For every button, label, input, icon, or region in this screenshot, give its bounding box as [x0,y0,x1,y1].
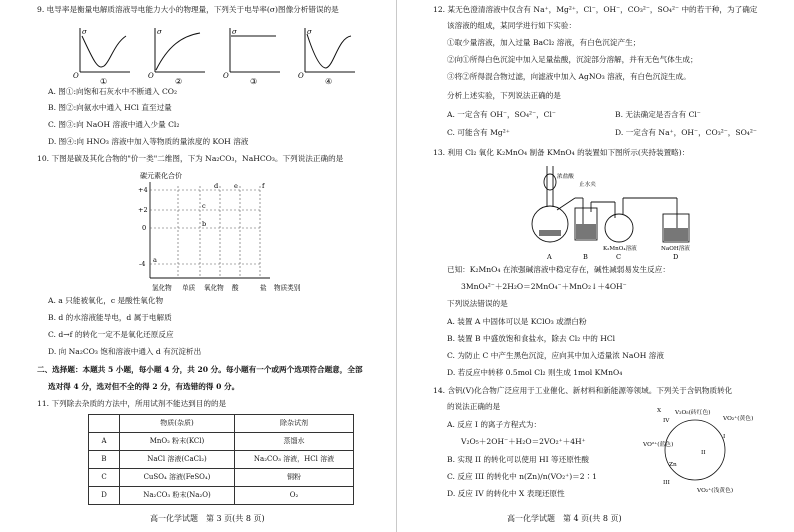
q13-option-b: B. 装置 B 中盛放饱和食盐水，除去 Cl₂ 中的 HCl [447,334,616,343]
q10-point-c: c [202,202,206,210]
q10-diagram [120,168,340,296]
q9-label-1: ① [100,77,108,86]
section-2-instructions-line2: 选对得 4 分，选对但不全的得 2 分，有选错的得 0 分。 [48,382,240,391]
q10-xtick-acid: 酸 [232,284,239,292]
section-2-instructions-line1: 二、选择题：本题共 5 小题，每小题 4 分，共 20 分。每小题有一个或两个选项符合题意，全部 [37,365,363,374]
q10-point-b: b [202,220,207,228]
q13-equation: 3MnO₄²⁻＋2H₂O＝2MnO₄⁻＋MnO₂↓＋4OH⁻ [461,282,627,291]
table-cell: 蒸馏水 [235,433,354,451]
table-row [89,487,354,505]
q9-label-4: ④ [325,77,333,86]
table-cell: Na₂CO₃ 溶液，HCl 溶液 [235,451,354,469]
q9-stem: 9. 电导率是衡量电解质溶液导电能力大小的物理量，下列关于电导率(σ)图像分析错误的是 [37,5,339,14]
q9-option-a: A. 图①:向饱和石灰水中不断通入 CO₂ [48,87,178,96]
q13-prompt: 下列说法错误的是 [447,299,508,308]
q14-species-right: VO₂⁺(黄色) [723,416,754,422]
q9-option-b: B. 图②:向氨水中通入 HCl 直至过量 [48,103,172,112]
q13-label-d: D [673,253,679,260]
q10-ytick-4: +4 [138,186,148,194]
table-cell: O₂ [235,487,354,505]
table-header-row [89,415,354,433]
q13-label-c-solution: K₂MnO₄溶液 [603,246,637,252]
q10-point-f: f [262,182,265,190]
q9-option-c: C. 图③:向 NaOH 溶液中通入少量 Cl₂ [48,120,180,129]
q9-sigma-3: σ [232,28,237,36]
q14-option-a-equation: V₂O₅＋2OH⁻＋H₂O＝2VO₂⁺＋4H⁺ [461,437,586,446]
q10-option-d: D. 向 Na₂CO₃ 饱和溶液中通入 d 有沉淀析出 [48,347,202,356]
q9-origin-4: O [298,72,304,80]
q10-point-e: e [234,182,238,190]
table-header-cell [89,415,120,433]
q9-option-d: D. 图④:向 HNO₃ 溶液中加入等物质的量浓度的 KOH 溶液 [48,137,249,146]
q14-cycle-diagram [635,404,785,496]
q9-origin-1: O [73,72,79,80]
q10-option-c: C. d→f 的转化一定不是氧化还原反应 [48,330,174,339]
table-cell: Na₂CO₃ 粉末(Na₂O) [120,487,235,505]
q14-reagent-zn: Zn [669,462,677,468]
q14-species-left: VO²⁺(蓝色) [643,442,674,448]
q14-option-b: B. 实现 II 的转化可以使用 HI 等还原性酸 [447,455,589,464]
table-cell: NaCl 溶液(CaCl₂) [120,451,235,469]
q10-ytick-0: 0 [142,224,147,232]
table-cell: CuSO₄ 溶液(FeSO₄) [120,469,235,487]
q10-xtick-salt: 盐 [260,284,267,292]
table-cell: A [89,433,120,451]
q12-stem-line1: 12. 某无色澄清溶液中仅含有 Na⁺，Mg²⁺，Cl⁻，OH⁻，CO₃²⁻，SO₄²⁻ 中的若干种，为了确定 [433,5,758,14]
q12-option-b: B. 无法确定是否含有 Cl⁻ [615,110,701,119]
q12-step-2: ②向①所得白色沉淀中加入足量盐酸，沉淀部分溶解，并有无色气体生成； [447,55,698,64]
page-footer-left: 高一化学试题 第 3 页(共 8 页) [150,514,265,523]
table-header-cell: 除杂试剂 [235,415,354,433]
table-cell: MnO₂ 粉末(KCl) [120,433,235,451]
q13-label-a: A [547,253,552,260]
q13-apparatus [517,162,727,260]
q10-xtick-oxide: 氧化物 [204,284,224,292]
q14-option-a: A. 反应 I 的离子方程式为： [447,420,542,429]
q10-ytick-neg4: -4 [139,260,146,268]
right-page [397,0,794,532]
table-cell: C [89,469,120,487]
q11-stem: 11. 下列除去杂质的方法中，所用试剂不能达到目的的是 [37,399,227,408]
q14-species-bottom: VO₂⁺(浅黄色) [697,488,734,494]
q12-stem-line2: 该溶液的组成，某同学进行如下实验： [447,21,577,30]
q10-point-a: a [153,256,157,264]
q13-label-acid: 浓盐酸 [557,174,574,180]
q13-label-c: C [616,253,622,260]
q9-sigma-1: σ [82,28,87,36]
q13-stem: 13. 利用 Cl₂ 氧化 K₂MnO₄ 制备 KMnO₄ 的装置如下图所示(夹持装置略)： [433,148,690,157]
q14-reaction-2: II [701,450,706,456]
q14-reaction-1: I [723,434,726,440]
q11-table [88,414,354,505]
q9-origin-3: O [223,72,229,80]
q14-stem-line1: 14. 含钒(V)化合物广泛应用于工业催化、新材料和新能源等领域。下列关于含钒物质转化 [433,386,733,395]
table-cell: B [89,451,120,469]
q13-option-a: A. 装置 A 中固体可以是 KClO₃ 或漂白粉 [447,317,587,326]
q14-stem-line2: 的说法正确的是 [447,402,501,411]
q12-option-a: A. 一定含有 OH⁻，SO₄²⁻，Cl⁻ [447,110,556,119]
table-cell: D [89,487,120,505]
q12-prompt: 分析上述实验，下列说法正确的是 [447,91,561,100]
q12-option-c: C. 可能含有 Mg²⁺ [447,128,510,137]
table-cell: 铜粉 [235,469,354,487]
q12-option-d: D. 一定含有 Na⁺，OH⁻，CO₃²⁻，SO₄²⁻ [615,128,757,137]
q13-label-clamp: 止水夹 [579,182,596,188]
q9-origin-2: O [148,72,154,80]
q9-sigma-4: σ [307,28,312,36]
q13-label-d-solution: NaOH溶液 [661,246,690,252]
q10-option-a: A. a 只能被氧化，c 是酸性氧化物 [48,296,164,305]
q10-point-d: d [214,182,219,190]
q10-stem: 10. 下图是碳及其化合物的"价一类"二维图，下为 Na₂CO₃，NaHCO₃。下列说法正确的是 [37,154,344,163]
q13-known: 已知：K₂MnO₄ 在浓强碱溶液中稳定存在，碱性减弱易发生反应： [447,265,670,274]
q10-xtick-element: 单质 [182,284,196,292]
q14-reaction-4: IV [663,418,670,424]
q14-reagent-x: X [657,408,662,414]
q9-sigma-2: σ [157,28,162,36]
q9-label-2: ② [175,77,183,86]
page-footer-right: 高一化学试题 第 4 页(共 8 页) [507,514,622,523]
q14-option-c: C. 反应 III 的转化中 n(Zn)/n(VO₂⁺)＝2∶1 [447,472,598,481]
q10-ylabel: 碳元素化合价 [140,172,182,180]
table-row [89,451,354,469]
q14-species-top: V₂O₅(砖红色) [675,410,711,416]
table-row [89,433,354,451]
q9-graphs [72,22,372,86]
q14-reaction-3: III [663,480,670,486]
q10-option-b: B. d 的水溶液能导电，d 属于电解质 [48,313,172,322]
q12-step-1: ①取少量溶液，加入过量 BaCl₂ 溶液，有白色沉淀产生； [447,38,641,47]
table-header-cell: 物质(杂质) [120,415,235,433]
q14-option-d: D. 反应 IV 的转化中 X 表现还原性 [447,489,565,498]
q10-xlabel: 物质类别 [274,284,301,292]
q13-option-d: D. 若反应中转移 0.5mol Cl₂ 则生成 1mol KMnO₄ [447,368,623,377]
q9-label-3: ③ [250,77,258,86]
q13-option-c: C. 为防止 C 中产生黑色沉淀，应向其中加入适量浓 NaOH 溶液 [447,351,664,360]
q10-xtick-hydride: 氢化物 [152,284,172,292]
q13-label-b: B [583,253,588,260]
table-row [89,469,354,487]
q12-step-3: ③将②所得混合物过滤，向滤液中加入 AgNO₃ 溶液，有白色沉淀生成。 [447,72,691,81]
q10-ytick-2: +2 [138,206,148,214]
